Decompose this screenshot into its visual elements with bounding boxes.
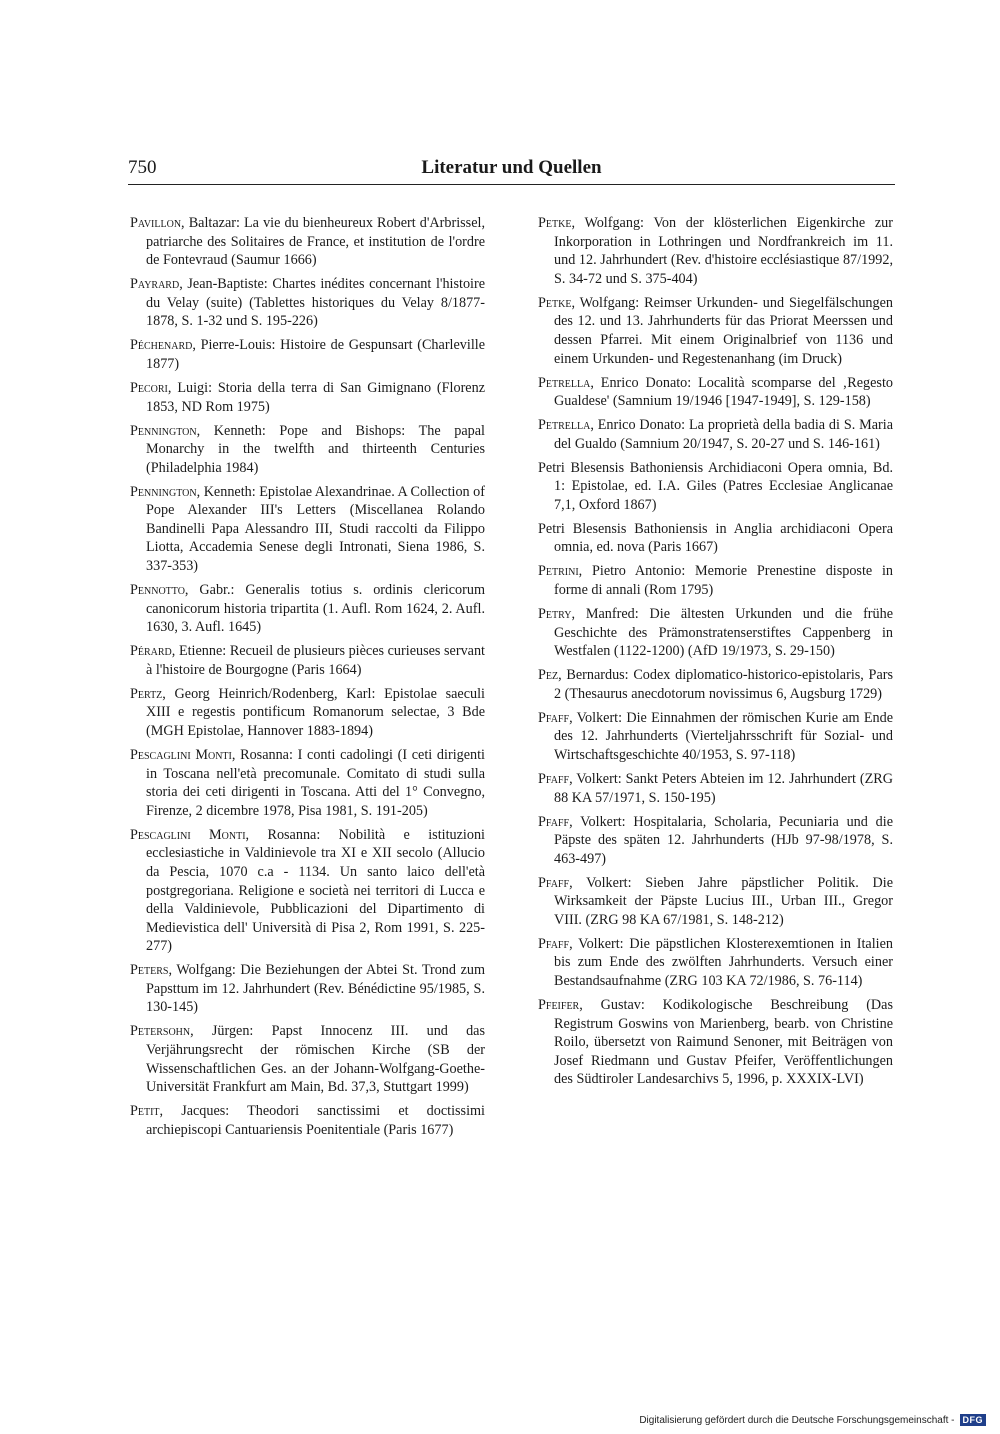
entry-text: , Bernardus: Codex diplomatico-historico-epistolaris, Pars 2 (Thesaurus anecdotorum novissimus 6, Augsburg 1729) [554,667,893,702]
bibliography-entry [130,275,485,331]
entry-author: Pennington [130,483,197,500]
bibliography-entry [538,294,893,368]
entry-author: Petry [538,606,572,623]
entry-author: Pfaff [538,935,570,952]
entry-author: Péchenard [130,337,193,354]
header-rule [128,184,895,185]
entry-text: , Gabr.: Generalis totius s. ordinis clericorum canonicorum historia tripartita (1. Aufl. Rom 1624, 2. Aufl. 1630, 3. Aufl. 1645) [146,582,485,636]
bibliography-entry [130,1102,485,1139]
entry-text: , Pietro Antonio: Memorie Prenestine disposte in forme di annali (Rom 1795) [554,563,893,599]
bibliography-entry [130,336,485,373]
entry-text: , Manfred: Die ältesten Urkunden und die frühe Geschichte des Prämonstratenserstiftes Cappenberg in Westfalen (1122-1200) (AfD 19/1973, S. 29-150) [554,606,893,660]
entry-author: Pfaff [538,770,570,787]
entry-author: Petit [130,1103,160,1120]
bibliography-entry [538,813,893,869]
bibliography-entry [538,770,893,807]
entry-text: , Rosanna: I conti cadolingi (I ceti dirigenti in Toscana nell'età precomunale. Comitato di studi sulla storia dei ceti dirigenti in Toscana. Atti del 1° Convegno, Firenze, 2 dicembre 1978, Pisa 1981, S. 191-205) [146,746,486,819]
bibliography-entry [538,520,893,557]
bibliography-entry [130,214,485,270]
bibliography-entry [130,746,485,820]
entry-author: Pez [538,667,559,684]
entry-author: Petrella [538,374,591,391]
dfg-logo: DFG [960,1414,987,1426]
right-column [538,214,893,1094]
entry-text: , Wolfgang: Reimser Urkunden- und Siegelfälschungen des 12. und 13. Jahrhunderts für das Priorat Meerssen und dessen Pfarrei. Mit einem Originalbrief von 1136 und einem Urkunden- und Regestenanhang (im Druck) [554,294,893,367]
entry-text: , Luigi: Storia della terra di San Gimignano (Florenz 1853, ND Rom 1975) [146,379,485,415]
entry-author: Pfaff [538,709,570,726]
entry-text: , Jürgen: Papst Innocenz III. und das Verjährungsrecht der römischen Kirche (SB der Wissenschaftlichen Ges. an der Johann-Wolfgang-Goethe-Universität Frankfurt am Main, Bd. 37,3, Stuttgart 1999) [146,1023,485,1096]
entry-author: Pescaglini Monti [130,746,232,763]
page-number: 750 [128,157,157,178]
bibliography-entry [130,483,485,576]
entry-text: Petri Blesensis Bathoniensis in Anglia archidiaconi Opera omnia, ed. nova (Paris 1667) [538,520,893,556]
entry-text: , Volkert: Hospitalaria, Scholaria, Pecuniaria und die Päpste des späten 12. Jahrhunderts (HJb 97-98/1978, S. 463-497) [554,813,893,867]
entry-text: , Jacques: Theodori sanctissimi et doctissimi archiepiscopi Cantuariensis Poenitentiale (Paris 1677) [146,1103,485,1138]
entry-author: Payrard [130,276,180,293]
entry-text: , Wolfgang: Von der klösterlichen Eigenkirche zur Inkorporation in Lothringen und Nordfrankreich im 11. und 12. Jahrhundert (Rev. d'histoire ecclésiastique 87/1992, S. 34-72 und S. 375-404) [554,215,893,287]
entry-author: Pennington [130,422,197,439]
entry-text: , Pierre-Louis: Histoire de Gespunsart (Charleville 1877) [146,337,485,372]
entry-author: Pfeifer [538,997,580,1014]
entry-text: , Kenneth: Epistolae Alexandrinae. A Collection of Pope Alexander III's Letters (Miscellanea Rolando Bandinelli Papa Alessandro III, Studi raccolti da Filippo Liotta, Accademia Senese degli Intronati, Siena 1986, S. 337-353) [146,483,486,575]
bibliography-entry [538,416,893,453]
page-header [128,155,895,187]
left-column [130,214,485,1145]
entry-text: Petri Blesensis Bathoniensis Archidiaconi Opera omnia, Bd. 1: Epistolae, ed. I.A. Giles (Patres Ecclesiae Anglicanae 7,1, Oxford 1867) [538,459,893,513]
bibliography-entry [130,826,485,956]
running-title: Literatur und Quellen [421,157,602,178]
entry-author: Pertz [130,685,163,702]
bibliography-entry [130,422,485,478]
entry-text: , Volkert: Die Einnahmen der römischen Kurie am Ende des 12. Jahrhunderts (Vierteljahrsschrift für Sozial- und Wirtschaftsgeschichte 40/1953, S. 97-118) [554,709,893,763]
entry-text: , Jean-Baptiste: Chartes inédites concernant l'histoire du Velay (suite) (Tablettes historiques du Velay 8/1877-1878, S. 1-32 und S. 195-226) [146,276,485,330]
entry-text: , Volkert: Sieben Jahre päpstlicher Politik. Die Wirksamkeit der Päpste Lucius III., Urban III., Gregor VIII. (ZRG 98 KA 67/1981, S. 148-212) [554,874,893,928]
entry-author: Pérard [130,643,172,660]
entry-text: , Enrico Donato: Località scomparse del ‚Regesto Gualdese' (Samnium 19/1946 [1947-1949], S. 129-158) [554,374,893,410]
entry-text: , Kenneth: Pope and Bishops: The papal Monarchy in the twelfth and thirteenth Centuries (Philadelphia 1984) [146,422,485,476]
bibliography-entry [130,581,485,637]
entry-text: , Rosanna: Nobilità e istituzioni ecclesiastiche in Valdinievole tra XI e XII secolo (Allucio da Pescia, 1070 c.a - 1134. Un santo laico dell'età postgregoriana. Religione e società nei territori di Lucca e della Valdinievole, Pubblicazioni del Dipartimento di Medievistica dell' Università di Pisa 2, Rom 1991, S. 225-277) [146,826,485,955]
entry-text: , Volkert: Sankt Peters Abteien im 12. Jahrhundert (ZRG 88 KA 57/1971, S. 150-195) [554,770,893,806]
bibliography-entry [538,214,893,288]
entry-author: Petke [538,294,572,311]
entry-author: Petrella [538,417,591,434]
bibliography-entry [130,961,485,1017]
entry-text: , Etienne: Recueil de plusieurs pièces curieuses servant à l'histoire de Bourgogne (Paris 1664) [146,643,485,678]
entry-text: , Volkert: Die päpstlichen Klosterexemtionen in Italien bis zum Ende des zwölften Jahrhunderts. Versuch einer Bestandsaufnahme (ZRG 103 KA 72/1986, S. 76-114) [554,935,893,990]
bibliography-entry [130,685,485,741]
footer-credit: Digitalisierung gefördert durch die Deutsche Forschungsgemeinschaft - [639,1414,955,1426]
bibliography-entry [538,996,893,1089]
entry-author: Pecori [130,379,168,396]
bibliography-entry [130,379,485,416]
entry-author: Petersohn [130,1023,191,1040]
entry-author: Pescaglini Monti [130,826,246,843]
bibliography-entry [538,374,893,411]
bibliography-entry [130,642,485,679]
bibliography-entry [538,605,893,661]
entry-author: Pavillon [130,215,182,231]
entry-author: Pfaff [538,813,570,830]
bibliography-entry [130,1022,485,1096]
entry-text: , Enrico Donato: La proprietà della badia di S. Maria del Gualdo (Samnium 20/1947, S. 20-27 und S. 146-161) [554,417,893,452]
bibliography-entry [538,666,893,703]
entry-author: Peters [130,962,169,979]
bibliography-entry [538,935,893,991]
bibliography-entry [538,874,893,930]
entry-text: , Wolfgang: Die Beziehungen der Abtei St. Trond zum Papsttum im 12. Jahrhundert (Rev. Bénédictine 95/1985, S. 130-145) [146,962,485,1016]
entry-text: , Baltazar: La vie du bienheureux Robert d'Arbrissel, patriarche des Solitaires de France, et institution de l'ordre de Fontevraud (Saumur 1666) [146,215,485,269]
entry-author: Pfaff [538,874,570,891]
bibliography-entry [538,459,893,515]
entry-text: , Georg Heinrich/Rodenberg, Karl: Epistolae saeculi XIII e regestis pontificum Romanorum selectae, 3 Bde (MGH Epistolae, Hannover 1883-1894) [146,685,485,739]
entry-author: Petke [538,215,572,231]
bibliography-entry [538,709,893,765]
footer [639,1414,986,1426]
bibliography-entry [538,562,893,599]
entry-author: Pennotto [130,582,185,599]
entry-text: , Gustav: Kodikologische Beschreibung (Das Registrum Goswins von Marienberg, bearb. von Christine Roilo, übersetzt von Raimund Senoner, mit Beiträgen von Josef Riedmann und Gustav Pfeifer, Veröffentlichungen des Südtiroler Landesarchivs 5, 1996, p. XXXIX-LVI) [554,997,893,1088]
entry-author: Petrini [538,563,579,580]
